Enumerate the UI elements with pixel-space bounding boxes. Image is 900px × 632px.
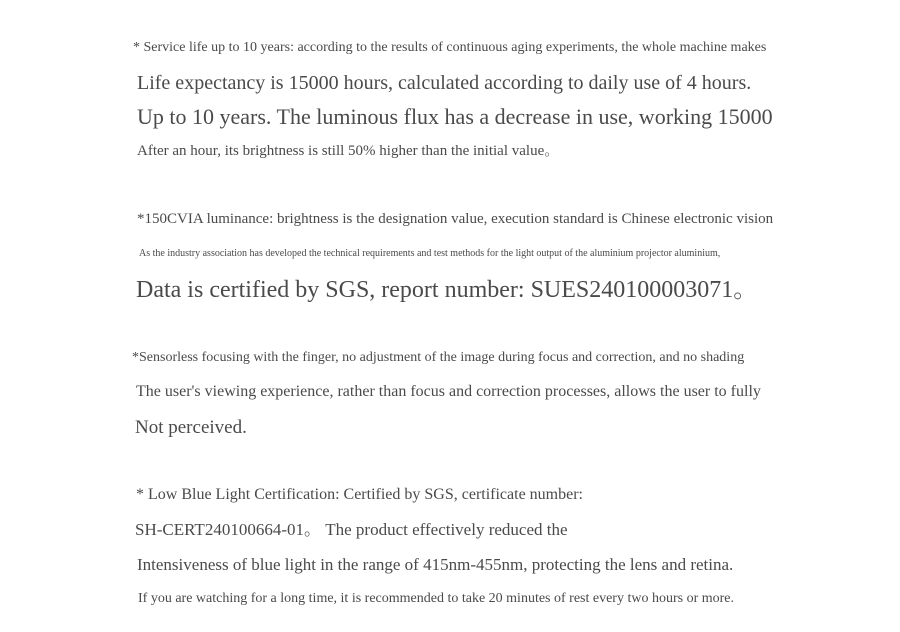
service-life-line-4: After an hour, its brightness is still 50% higher than the initial value。 [137, 143, 560, 159]
focusing-line-2: The user's viewing experience, rather than focus and correction processes, allows the user to fully [136, 383, 761, 400]
cvia-line-3: Data is certified by SGS, report number: SUES240100003071。 [136, 277, 758, 303]
cvia-line-1: *150CVIA luminance: brightness is the designation value, execution standard is Chinese electronic vision [137, 211, 774, 227]
service-life-line-2: Life expectancy is 15000 hours, calculated according to daily use of 4 hours. [137, 72, 752, 94]
service-life-line-1: * Service life up to 10 years: according to the results of continuous aging experiments, the whole machine makes [133, 40, 767, 55]
blue-light-line-1: * Low Blue Light Certification: Certified by SGS, certificate number: [136, 486, 583, 503]
focusing-line-1: *Sensorless focusing with the finger, no adjustment of the image during focus and correction, and no shading [132, 350, 745, 365]
blue-light-line-2: SH-CERT240100664-01。 The product effectively reduced the [135, 520, 568, 539]
blue-light-line-4: If you are watching for a long time, it is recommended to take 20 minutes of rest every two hours or more. [138, 591, 734, 606]
cvia-line-2: As the industry association has developed the technical requirements and test methods for the light output of the aluminium projector aluminium, [139, 248, 721, 259]
blue-light-line-3: Intensiveness of blue light in the range of 415nm-455nm, protecting the lens and retina. [137, 555, 734, 574]
focusing-line-3: Not perceived. [135, 417, 247, 438]
service-life-line-3: Up to 10 years. The luminous flux has a decrease in use, working 15000 [137, 104, 773, 129]
